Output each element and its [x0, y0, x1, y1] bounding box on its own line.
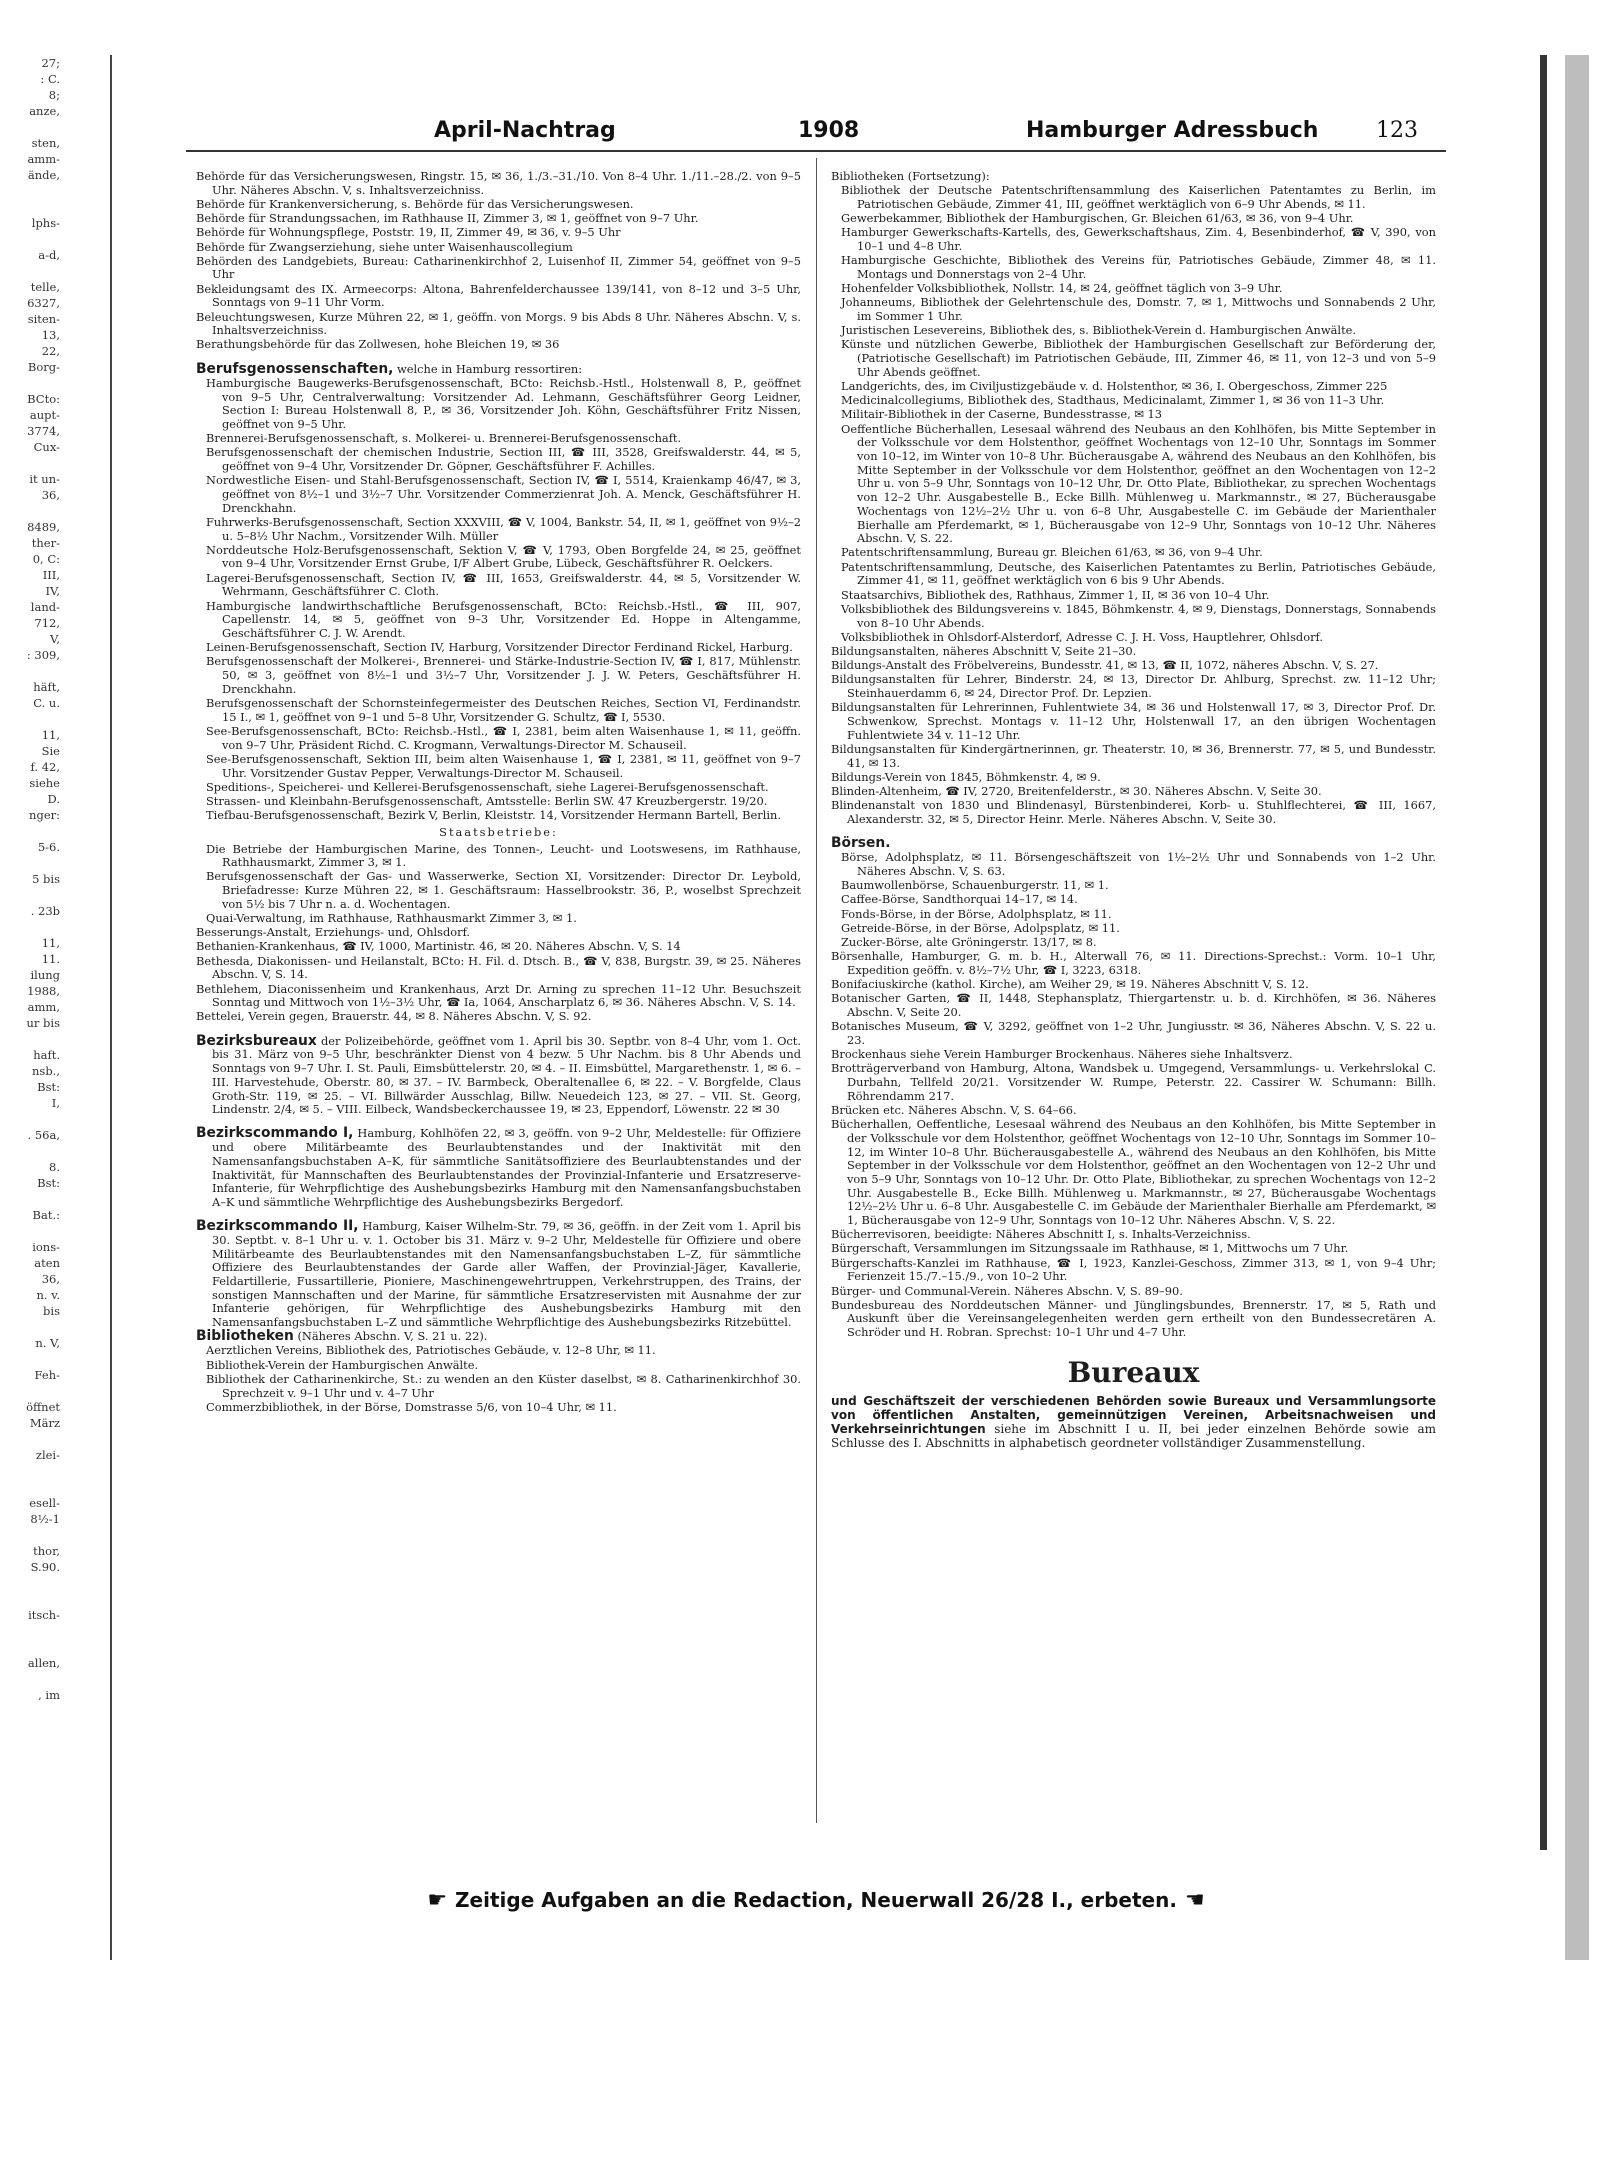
b-entries-list [196, 926, 801, 1024]
entry: Bücherhallen, Oeffentliche, Lesesaal während des Neubaus an den Kohlhöfen, bis Mitte September in der Volksschule vor dem Holstenthor, geöffnet Wochentags von 12–10 Uhr, Sonntags im Sommer 10–12, im Winter 10–8 Uhr. Bücherausgabestelle A., während des Neubaus an den Kohlhöfen, bis Mitte September in der Volksschule vor dem Holstenthor, geöffnet an den Wochentagen von 12–2 Uhr und von 5–9 Uhr, Sonntags von 10–12 Uhr. Dr. Otto Plate, Bibliothekar, zu sprechen Wochentags von 12–2 Uhr. Ausgabestelle B., Ecke Billh. Mühlenweg u. Markmannstr., ✉ 27, Bücherausgabe Wochentags 12½–2½ Uhr u. 6–8 Uhr. Ausgabestelle C. im Gebäude der Marienthaler Bierhalle am Pferdemarkt, ✉ 1, Bücherausgabe von 12–9 Uhr, Sonntags von 10–12 Uhr. Näheres Abschn. V, S. 22. [831, 1117, 1436, 1228]
entry: Hohenfelder Volksbibliothek, Nollstr. 14, ✉ 24, geöffnet täglich von 3–9 Uhr. [841, 281, 1283, 296]
edge-fragment: 0, C: [32, 552, 60, 566]
entry: Hamburgische Baugewerks-Berufsgenossenschaft, BCto: Reichsb.-Hstl., Holstenwall 8, P., geöffnet von 9–5 Uhr, Centralverwaltung: Vorsitzender Ad. Lehmann, Geschäftsführer Georg Leidner, Section I: Bureau Holstenwall 8, P., ✉ 36, Vorsitzender Joh. Köhn, Geschäftsführer Fritz Nissen, geöffnet von 9–5 Uhr. [206, 375, 801, 431]
edge-fragment: zlei- [35, 1448, 60, 1462]
edge-fragment: aupt- [29, 408, 60, 422]
edge-fragment: 36, [41, 488, 60, 502]
edge-fragment: 5 bis [32, 872, 60, 886]
edge-fragment [0, 1591, 64, 1607]
entry: Caffee-Börse, Sandthorquai 14–17, ✉ 14. [841, 892, 1078, 907]
edge-fragment: C. u. [33, 696, 60, 710]
edge-fragment: siehe [29, 776, 60, 790]
entry: Baumwollenbörse, Schauenburgerstr. 11, ✉ 1. [841, 878, 1109, 893]
edge-fragment: III, [42, 568, 60, 582]
entry: Juristischen Lesevereins, Bibliothek des, s. Bibliothek-Verein d. Hamburgischen Anwälte. [841, 323, 1357, 338]
entry: Botanisches Museum, ☎ V, 3292, geöffnet von 1–2 Uhr, Jungiusstr. ✉ 36, Näheres Abschn. V, S. 22 u. 23. [831, 1019, 1436, 1047]
edge-fragment: Bat.: [32, 1208, 60, 1222]
edge-fragment: : 309, [26, 648, 60, 662]
edge-fragment [0, 1479, 64, 1495]
edge-fragment: sten, [31, 136, 60, 150]
entry: Hamburger Gewerkschafts-Kartells, des, Gewerkschaftshaus, Zim. 4, Besenbinderhof, ☎ V, 390, von 10–1 und 4–8 Uhr. [841, 225, 1436, 254]
entry: Fonds-Börse, in der Börse, Adolphsplatz, ✉ 11. [841, 906, 1112, 921]
header-rule [186, 150, 1446, 152]
edge-fragment [0, 711, 64, 727]
entry: Commerzbibliothek, in der Börse, Domstrasse 5/6, von 10–4 Uhr, ✉ 11. [206, 1399, 617, 1414]
entry: Die Betriebe der Hamburgischen Marine, des Tonnen-, Leucht- und Lootswesens, im Rathhause, Rathhausmarkt, Zimmer 3, ✉ 1. [206, 841, 801, 870]
bibliotheken-list [196, 1344, 801, 1414]
edge-fragment: 1988, [27, 984, 60, 998]
entry: Börse, Adolphsplatz, ✉ 11. Börsengeschäftszeit von 1½–2½ Uhr und Sonnabends von 1–2 Uhr. Näheres Abschn. V, S. 63. [841, 850, 1436, 878]
edge-fragment: häft, [33, 680, 60, 694]
entry: Bildungsanstalten, näheres Abschnitt V, Seite 21–30. [831, 643, 1137, 658]
directory-page [186, 118, 1446, 1878]
edge-fragment: . 23b [30, 904, 60, 918]
edge-fragment: it un- [29, 472, 60, 486]
berufsgenossenschaften-list [196, 377, 801, 823]
edge-fragment [0, 183, 64, 199]
page-number: 123 [1376, 118, 1418, 143]
entry: Oeffentliche Bücherhallen, Lesesaal während des Neubaus an den Kohlhöfen, bis Mitte September in der Volksschule vor dem Holstenthor, geöffnet Wochentags von 12–10 Uhr, Sonntags im Sommer von 10–12, im Winter von 10–8 Uhr. Bücherausgabe A, während des Neubaus an den Kohlhöfen, bis Mitte September in der Volksschule vor dem Holstenthor, geöffnet an den Wochentagen von 12–2 Uhr u. von 5–9 Uhr, Sonntags von 10–12 Uhr, Dr. Otto Plate, Bibliothekar, zu sprechen Wochentags von 12–2 Uhr. Ausgabestelle B., Ecke Billh. Mühlenweg u. Markmannstr., ✉ 27, Bücherausgabe Wochentags von 12½–2½ Uhr u. von 6–8 Uhr, Ausgabestelle C. im Gebäude der Marienthaler Bierhalle am Pferdemarkt, ✉ 1, Bücherausgabe von 12–9 Uhr, Sonntags von 10–12 Uhr. Näheres Abschn. V, S. 22. [841, 421, 1436, 546]
adjacent-page-edge [0, 55, 64, 1855]
edge-fragment [0, 1671, 64, 1687]
header-book-title: Hamburger Adressbuch [1026, 118, 1319, 143]
edge-fragment: 36, [41, 1272, 60, 1286]
entry: Staatsarchivs, Bibliothek des, Rathhaus, Zimmer 1, II, ✉ 36 von 10–4 Uhr. [841, 587, 1270, 602]
entry: Lagerei-Berufsgenossenschaft, Section IV, ☎ III, 1653, Greifswalderstr. 44, ✉ 5, Vorsitzender W. Wehrmann, Geschäftsführer C. Cloth. [206, 570, 801, 599]
entry: Bildungsanstalten für Kindergärtnerinnen, gr. Theaterstr. 10, ✉ 36, Brennerstr. 77, ✉ 5, und Bundesstr. 41, ✉ 13. [831, 741, 1436, 770]
behoerden-list [196, 170, 801, 352]
entry: Zucker-Börse, alte Gröningerstr. 13/17, ✉ 8. [841, 934, 1097, 949]
entry: Bekleidungsamt des IX. Armeecorps: Altona, Bahrenfelderchaussee 139/141, von 8–12 und 3–5 Uhr, Sonntags von 9–11 Uhr Vorm. [196, 281, 801, 310]
right-column [831, 170, 1436, 1450]
entry: Behörde für Wohnungspflege, Poststr. 19, II, Zimmer 49, ✉ 36, v. 9–5 Uhr [196, 225, 621, 240]
pointing-hand-left-icon: ☚ [1184, 1888, 1205, 1913]
edge-fragment: 11, [41, 728, 60, 742]
edge-fragment: lphs- [31, 216, 60, 230]
entry: Fuhrwerks-Berufsgenossenschaft, Section XXXVIII, ☎ V, 1004, Bankstr. 54, II, ✉ 1, geöffnet von 9½–2 u. 5–8½ Uhr Nachm., Vorsitzender Wilh. Müller [206, 514, 801, 543]
edge-fragment: 8. [49, 1160, 60, 1174]
edge-fragment: haft. [33, 1048, 60, 1062]
entry: Volksbibliothek in Ohlsdorf-Alsterdorf, Adresse C. J. H. Voss, Hauptlehrer, Ohlsdorf. [841, 629, 1323, 644]
entry: Bürgerschafts-Kanzlei im Rathhause, ☎ I, 1923, Kanzlei-Geschoss, Zimmer 313, ✉ 1, von 9–4 Uhr; Ferienzeit 15./7.–15./9., von 10–2 Uhr. [831, 1255, 1436, 1284]
edge-fragment [0, 1431, 64, 1447]
edge-fragment: IV, [45, 584, 60, 598]
edge-fragment: Sie [41, 744, 60, 758]
edge-fragment [0, 1111, 64, 1127]
edge-fragment: itsch- [28, 1608, 60, 1622]
edge-fragment: n. v. [36, 1288, 60, 1302]
left-column [196, 170, 801, 1415]
edge-fragment [0, 1191, 64, 1207]
edge-fragment: land- [30, 600, 60, 614]
edge-fragment: nger: [29, 808, 60, 822]
bibliotheken-continued-heading: Bibliotheken (Fortsetzung): [831, 169, 990, 183]
page-fold-shadow [110, 55, 112, 1960]
entry: Berufsgenossenschaft der Schornsteinfegermeister des Deutschen Reiches, Section VI, Ferdinandstr. 15 I., ✉ 1, geöffnet von 9–1 und 5–8 Uhr, Vorsitzender G. Schultz, ☎ I, 5530. [206, 696, 801, 724]
edge-fragment [0, 663, 64, 679]
edge-fragment: Bst: [37, 1176, 60, 1190]
edge-fragment [0, 1319, 64, 1335]
entry: Behörden des Landgebiets, Bureau: Catharinenkirchhof 2, Luisenhof II, Zimmer 54, geöffnet von 9–5 Uhr [196, 253, 801, 282]
edge-fragment: Feh- [34, 1368, 60, 1382]
bezirksbureaux-entry: Bezirksbureaux der Polizeibehörde, geöffnet vom 1. April bis 30. Septbr. von 8–4 Uhr, vom 1. Oct. bis 31. März von 9–5 Uhr, beschränkter Dienst von 4 bezw. 5 Uhr Nachm. bis 8 Uhr Abends und Sonntags von 9–7 Uhr. I. St. Pauli, Eimsbüttelerstr. 20, ✉ 4. – II. Eimsbüttel, Margarethenstr. 1, ✉ 6. – III. Harvestehude, Oberstr. 80, ✉ 37. – IV. Barmbeck, Oberaltenallee 6, ✉ 22. – V. Borgfelde, Claus Groth-Str. 119, ✉ 25. – VI. Billwärder Ausschlag, Billw. Neuedeich 123, ✉ 27. – VII. St. Georg, Lindenstr. 2/4, ✉ 5. – VIII. Eilbeck, Wandsbeckerchaussee 19, ✉ 23, Eppendorf, Löwenstr. 22 ✉ 30 [196, 1032, 801, 1117]
entry: Brennerei-Berufsgenossenschaft, s. Molkerei- u. Brennerei-Berufsgenossenschaft. [206, 431, 682, 446]
page-footer [186, 1888, 1446, 1913]
entry: Bethlehem, Diaconissenheim und Krankenhaus, Arzt Dr. Arning zu sprechen 11–12 Uhr. Besuchszeit Sonntag und Mittwoch von 1½–3½ Uhr, ☎ Ia, 1064, Anscharplatz 6, ✉ 36. Näheres Abschn. V, S. 14. [196, 981, 801, 1010]
entry: Behörde für das Versicherungswesen, Ringstr. 15, ✉ 36, 1./3.–31./10. Von 8–4 Uhr. 1./11.–28./2. von 9–5 Uhr. Näheres Abschn. V, s. Inhaltsverzeichniss. [196, 169, 801, 197]
edge-fragment: 22, [41, 344, 60, 358]
edge-fragment: allen, [27, 1656, 60, 1670]
entry: Bettelei, Verein gegen, Brauerstr. 44, ✉ 8. Näheres Abschn. V, S. 92. [196, 1009, 592, 1024]
entry: Botanischer Garten, ☎ II, 1448, Stephansplatz, Thiergartenstr. u. b. d. Kirchhöfen, ✉ 36. Näheres Abschn. V, Seite 20. [831, 991, 1436, 1019]
entry: See-Berufsgenossenschaft, BCto: Reichsb.-Hstl., ☎ I, 2381, beim alten Waisenhause 1, ✉ 11, geöffn. von 9–7 Uhr, Präsident Richd. C. Krogmann, Verwaltungs-Director M. Schauseil. [206, 723, 801, 752]
header-section-title: April-Nachtrag [434, 118, 616, 143]
edge-fragment: 11, [41, 936, 60, 950]
entry: Beleuchtungswesen, Kurze Mühren 22, ✉ 1, geöffn. von Morgs. 9 bis Abds 8 Uhr. Näheres Abschn. V, s. Inhaltsverzeichniss. [196, 309, 801, 338]
entry: Hamburgische landwirthschaftliche Berufsgenossenschaft, BCto: Reichsb.-Hstl., ☎ III, 907, Capellenstr. 14, ✉ 5, geöffnet von 9–3 Uhr, Vorsitzender Ed. Hoppe in Altengamme, Geschäftsführer C. J. W. Arendt. [206, 598, 801, 640]
entry: Norddeutsche Holz-Berufsgenossenschaft, Sektion V, ☎ V, 1793, Oben Borgfelde 24, ✉ 25, geöffnet von 9–4 Uhr, Vorsitzender Ernst Grube, I/F Albert Grube, Lübeck, Geschäftsführer R. Oelckers. [206, 542, 801, 571]
entry: Tiefbau-Berufsgenossenschaft, Bezirk V, Berlin, Kleiststr. 14, Vorsitzender Hermann Bartell, Berlin. [206, 808, 781, 823]
edge-fragment: 8½-1 [30, 1512, 60, 1526]
edge-fragment [0, 263, 64, 279]
bibliotheken-continued-list [831, 184, 1436, 644]
footer-notice: Zeitige Aufgaben an die Redaction, Neuerwall 26/28 I., erbeten. [455, 1888, 1177, 1912]
entry: Hamburgische Geschichte, Bibliothek des Vereins für, Patriotisches Gebäude, Zimmer 48, ✉ 11. Montags und Donnerstags von 2–4 Uhr. [841, 253, 1436, 281]
edge-fragment [0, 199, 64, 215]
entry: Bürger- und Communal-Verein. Näheres Abschn. V, S. 89–90. [831, 1283, 1183, 1298]
edge-fragment: nsb., [32, 1064, 60, 1078]
entry: Johanneums, Bibliothek der Gelehrtenschule des, Domstr. 7, ✉ 1, Mittwochs und Sonnabends 2 Uhr, im Sommer 1 Uhr. [841, 295, 1436, 324]
edge-fragment: D. [47, 792, 60, 806]
staatsbetriebe-list [196, 843, 801, 926]
entry: Behörde für Strandungssachen, im Rathhause II, Zimmer 3, ✉ 1, geöffnet von 9–7 Uhr. [196, 211, 699, 226]
entry: Getreide-Börse, in der Börse, Adolpsplatz, ✉ 11. [841, 920, 1120, 935]
entry: Besserungs-Anstalt, Erziehungs- und, Ohlsdorf. [196, 925, 471, 940]
entry: Aerztlichen Vereins, Bibliothek des, Patriotisches Gebäude, v. 12–8 Uhr, ✉ 11. [206, 1343, 656, 1358]
entry: Bildungs-Verein von 1845, Böhmkenstr. 4, ✉ 9. [831, 769, 1101, 784]
entry: Militair-Bibliothek in der Caserne, Bundesstrasse, ✉ 13 [841, 407, 1162, 422]
edge-fragment: thor, [33, 1544, 60, 1558]
entry: Strassen- und Kleinbahn-Berufsgenossenschaft, Amtsstelle: Berlin SW. 47 Kreuzbergerstr. 19/20. [206, 793, 768, 808]
entry: Bonifaciuskirche (kathol. Kirche), am Weiher 29, ✉ 19. Näheres Abschnitt V, S. 12. [831, 977, 1309, 992]
edge-fragment: 13, [41, 328, 60, 342]
edge-fragment: telle, [30, 280, 60, 294]
entry: Brücken etc. Näheres Abschn. V, S. 64–66. [831, 1102, 1077, 1117]
edge-fragment: : C. [40, 72, 60, 86]
edge-fragment [0, 855, 64, 871]
edge-fragment [0, 1223, 64, 1239]
edge-fragment: bis [43, 1304, 60, 1318]
entry: Patentschriftensammlung, Deutsche, des Kaiserlichen Patentamtes zu Berlin, Patriotisches Gebäude, Zimmer 41, ✉ 11, geöffnet werktäglich von 6 bis 9 Uhr Abends. [841, 559, 1436, 588]
edge-fragment: . 56a, [27, 1128, 60, 1142]
entry: Patentschriftensammlung, Bureau gr. Bleichen 61/63, ✉ 36, von 9–4 Uhr. [841, 545, 1263, 560]
edge-fragment [0, 231, 64, 247]
edge-fragment: a-d, [38, 248, 60, 262]
entry: Bibliothek-Verein der Hamburgischen Anwälte. [206, 1357, 479, 1372]
pointing-hand-right-icon: ☛ [427, 1888, 448, 1913]
entry: Berufsgenossenschaft der chemischen Industrie, Section III, ☎ III, 3528, Greifswalderstr. 44, ✉ 5, geöffnet von 9–4 Uhr, Vorsitzender Dr. Göpner, Geschäftsführer F. Achilles. [206, 445, 801, 474]
edge-fragment: öffnet [26, 1400, 60, 1414]
entry: Brotträgerverband von Hamburg, Altona, Wandsbek u. Umgegend, Versammlungs- u. Verkehrslokal C. Durbahn, Tellfeld 20/21. Vorsitzender W. Rumpe, Peterstr. 22. Cassirer W. Schumann: Billh. Röhrendamm 217. [831, 1061, 1436, 1103]
edge-fragment: V, [50, 632, 60, 646]
staatsbetriebe-heading: Staatsbetriebe: [439, 824, 558, 839]
edge-fragment: 8489, [27, 520, 60, 534]
page-right-border [1540, 55, 1547, 1850]
column-divider [816, 158, 817, 1823]
entry: Berufsgenossenschaft der Molkerei-, Brennerei- und Stärke-Industrie-Section IV, ☎ I, 817, Mühlenstr. 50, ✉ 3, geöffnet von 8½–1 und 3½–7 Uhr, Vorsitzender J. J. W. Peters, Geschäftsführer H. Drenckhahn. [206, 654, 801, 696]
entry: Bürgerschaft, Versammlungen im Sitzungssaale im Rathhause, ✉ 1, Mittwochs um 7 Uhr. [831, 1241, 1349, 1256]
edge-fragment [0, 1463, 64, 1479]
edge-fragment [0, 119, 64, 135]
entry: Leinen-Berufsgenossenschaft, Section IV, Harburg, Vorsitzender Director Ferdinand Rickel, Harburg. [206, 640, 793, 655]
entry: Medicinalcollegiums, Bibliothek des, Stadthaus, Medicinalamt, Zimmer 1, ✉ 36 von 11–3 Uhr. [841, 393, 1385, 408]
edge-fragment [0, 1623, 64, 1639]
entry: Behörde für Zwangserziehung, siehe unter Waisenhauscollegium [196, 239, 573, 254]
bureaux-note: und Geschäftszeit der verschiedenen Behörden sowie Bureaux und Versammlungsorte von öffentlichen Anstalten, gemeinnützigen Vereinen, Arbeitsnachweisen und Verkehrseinrichtungen siehe im Abschnitt I u. II, bei jeder einzelnen Behörde sowie am Schlusse des I. Abschnitts in alphabetisch geordneter vollständiger Zusammenstellung. [831, 1393, 1436, 1450]
edge-fragment: ther- [31, 536, 60, 550]
edge-fragment: amm- [27, 152, 60, 166]
edge-fragment [0, 1351, 64, 1367]
edge-fragment [0, 1575, 64, 1591]
b2-entries-list [831, 950, 1436, 1340]
edge-fragment: 27; [41, 56, 60, 70]
page-header [186, 118, 1446, 146]
edge-fragment [0, 1383, 64, 1399]
edge-fragment: I, [51, 1096, 60, 1110]
edge-fragment [0, 919, 64, 935]
edge-fragment [0, 375, 64, 391]
entry: Bethesda, Diakonissen- und Heilanstalt, BCto: H. Fil. d. Dtsch. B., ☎ V, 838, Burgstr. 39, ✉ 25. Näheres Abschn. V, S. 14. [196, 953, 801, 982]
edge-fragment: 712, [34, 616, 60, 630]
entry: Gewerbekammer, Bibliothek der Hamburgischen, Gr. Bleichen 61/63, ✉ 36, von 9–4 Uhr. [841, 211, 1354, 226]
edge-fragment: f. 42, [30, 760, 60, 774]
bezirkscommando-1-entry: Bezirkscommando I, Hamburg, Kohlhöfen 22, ✉ 3, geöffn. von 9–2 Uhr, Meldestelle: für Offiziere und obere Militärbeamte des Beurlaubtenstandes und der Inaktivität mit den Namensanfangsbuchstaben A–K, für sämmtliche Sanitätsoffiziere des Beurlaubtenstandes und der Inaktivität, für Mannschaften des Beurlaubtenstandes der Provinzial-Infanterie und Ersatzreserve-Infanterie, für Wehrpflichtige des Aushebungsbezirks Hamburg mit den Namensanfangsbuchstaben A–K und sämmtliche Wehrpflichtige des Aushebungsbezirks Bergedorf. [196, 1125, 801, 1209]
edge-fragment: 11. [41, 952, 60, 966]
berufsgenossenschaften-heading: Berufsgenossenschaften, welche in Hamburg ressortiren: [196, 360, 583, 377]
edge-fragment: 3774, [27, 424, 60, 438]
entry: Behörde für Krankenversicherung, s. Behörde für das Versicherungswesen. [196, 196, 634, 211]
edge-fragment [0, 455, 64, 471]
entry: Berufsgenossenschaft der Gas- und Wasserwerke, Section XI, Vorsitzender: Director Dr. Leybold, Briefadresse: Kurze Mühren 22, ✉ 1. Geschäftsraum: Hasselbrookstr. 36, P., woselbst Sprechzeit von 5½ bis 7 Uhr n. a. d. Wochentagen. [206, 869, 801, 911]
edge-fragment: amm, [27, 1000, 60, 1014]
entry: Bildungs-Anstalt des Fröbelvereins, Bundesstr. 41, ✉ 13, ☎ II, 1072, näheres Abschn. V, S. 27. [831, 658, 1379, 673]
bureaux-heading: Bureaux [1067, 1355, 1200, 1389]
entry: Brockenhaus siehe Verein Hamburger Brockenhaus. Näheres siehe Inhaltsverz. [831, 1047, 1293, 1062]
scan-right-margin [1565, 55, 1589, 1960]
bezirkscommando-2-entry: Bezirkscommando II, Hamburg, Kaiser Wilhelm-Str. 79, ✉ 36, geöffn. in der Zeit vom 1. April bis 30. Septbt. v. 8–1 Uhr u. v. 1. October bis 31. März v. 9–2 Uhr, Meldestelle für Offiziere und obere Militärbeamte des Beurlaubtenstandes mit den Namensanfangsbuchstaben L–Z, für sämmtliche Offiziere des Beurlaubtenstandes der Garde aller Waffen, der Provinzial-Jäger, Kavallerie, Feldartillerie, Fussartillerie, Pioniere, Maschinengewehrtruppen, Verkehrstruppen, des Trains, der sonstigen Mannschaften und der Marine, für sämmtliche Ersatzreservisten mit Ausnahme der zur Infanterie gehörigen, für Wehrpflichtige des Aushebungsbezirks Hamburg mit den Namensanfangsbuchstaben L–Z und sämmtliche Wehrpflichtige des Aushebungsbezirks Ritzebüttel. [196, 1218, 801, 1330]
edge-fragment: ur bis [26, 1016, 60, 1030]
entry: Volksbibliothek des Bildungsvereins v. 1845, Böhmkenstr. 4, ✉ 9, Dienstags, Donnerstags, Sonnabends von 8–10 Uhr Abends. [841, 601, 1436, 630]
entry: Bildungsanstalten für Lehrerinnen, Fuhlentwiete 34, ✉ 36 und Holstenwall 17, ✉ 3, Director Prof. Dr. Schwenkow, Sprechst. Montags v. 11–12 Uhr, Holstenwall 17, an den übrigen Wochentagen Fuhlentwiete 34 v. 11–12 Uhr. [831, 700, 1436, 742]
edge-fragment [0, 1639, 64, 1655]
edge-fragment [0, 1143, 64, 1159]
edge-fragment: 8; [48, 88, 60, 102]
bibliotheken-heading: Bibliotheken (Näheres Abschn. V, S. 21 u. 22). [196, 1328, 488, 1345]
edge-fragment: ilung [30, 968, 60, 982]
entry: Bundesbureau des Norddeutschen Männer- und Jünglingsbundes, Brennerstr. 17, ✉ 5, Rath und Auskunft über die Vereinsangelegenheiten werden gern ertheilt von den Bundessecretären A. Schröder und H. Robran. Sprechst: 10–1 Uhr und 4–7 Uhr. [831, 1297, 1436, 1340]
edge-fragment [0, 1031, 64, 1047]
edge-fragment: S.90. [30, 1560, 60, 1574]
edge-fragment: siten- [27, 312, 60, 326]
entry: Landgerichts, des, im Civiljustizgebäude v. d. Holstenthor, ✉ 36, I. Obergeschoss, Zimmer 225 [841, 379, 1388, 394]
edge-fragment: , im [38, 1688, 60, 1702]
edge-fragment [0, 823, 64, 839]
header-year: 1908 [798, 118, 860, 143]
entry: Nordwestliche Eisen- und Stahl-Berufsgenossenschaft, Section IV, ☎ I, 5514, Kraienkamp 46/47, ✉ 3, geöffnet von 8½–1 und 3½–7 Uhr. Vorsitzender Commerzienrat Joh. A. Menck, Geschäftsführer H. Drenckhahn. [206, 473, 801, 515]
entry: Blindenanstalt von 1830 und Blindenasyl, Bürstenbinderei, Korb- u. Stuhlflechterei, ☎ III, 1667, Alexanderstr. 32, ✉ 5, Director Heinr. Merle. Näheres Abschn. V, Seite 30. [831, 798, 1436, 826]
boersen-list [831, 851, 1436, 949]
entry: Berathungsbehörde für das Zollwesen, hohe Bleichen 19, ✉ 36 [196, 337, 560, 352]
entry: Bibliothek der Catharinenkirche, St.: zu wenden an den Küster daselbst, ✉ 8. Catharinenkirchhof 30. Sprechzeit v. 9–1 Uhr und v. 4–7 Uhr [206, 1371, 801, 1400]
entry: Bücherrevisoren, beeidigte: Näheres Abschnitt I, s. Inhalts-Verzeichniss. [831, 1227, 1251, 1242]
entry: Bethanien-Krankenhaus, ☎ IV, 1000, Martinistr. 46, ✉ 20. Näheres Abschn. V, S. 14 [196, 939, 681, 954]
edge-fragment [0, 1527, 64, 1543]
edge-fragment: anze, [29, 104, 60, 118]
entry: Bibliothek der Deutsche Patentschriftensammlung des Kaiserlichen Patentamtes zu Berlin, im Patriotischen Gebäude, Zimmer 41, III, geöffnet werktäglich von 6–9 Uhr Abends, ✉ 11. [841, 183, 1436, 211]
edge-fragment: n. V, [35, 1336, 60, 1350]
edge-fragment: aten [34, 1256, 60, 1270]
bildung-list [831, 645, 1436, 827]
edge-fragment: BCto: [27, 392, 60, 406]
edge-fragment: ände, [27, 168, 60, 182]
edge-fragment [0, 503, 64, 519]
entry: Speditions-, Speicherei- und Kellerei-Berufsgenossenschaft, siehe Lagerei-Berufsgenossenschaft. [206, 779, 769, 794]
edge-fragment: 5-6. [37, 840, 60, 854]
edge-fragment: März [29, 1416, 60, 1430]
entry: See-Berufsgenossenschaft, Sektion III, beim alten Waisenhause 1, ☎ I, 2381, ✉ 11, geöffnet von 9–7 Uhr. Vorsitzender Gustav Pepper, Verwaltungs-Director M. Schauseil. [206, 751, 801, 780]
entry: Quai-Verwaltung, im Rathhause, Rathhausmarkt Zimmer 3, ✉ 1. [206, 911, 577, 926]
entry: Künste und nützlichen Gewerbe, Bibliothek der Hamburgischen Gesellschaft zur Beförderung der, (Patriotische Gesellschaft) im Patriotischen Gebäude, III, Zimmer 46, ✉ 11, von 12–3 und von 5–9 Uhr Abends geöffnet. [841, 337, 1436, 379]
edge-fragment [0, 887, 64, 903]
edge-fragment: ions- [32, 1240, 60, 1254]
edge-fragment: Cux- [33, 440, 60, 454]
edge-fragment: 6327, [27, 296, 60, 310]
entry: Blinden-Altenheim, ☎ IV, 2720, Breitenfelderstr., ✉ 30. Näheres Abschn. V, Seite 30. [831, 783, 1322, 798]
boersen-heading: Börsen. [831, 835, 891, 852]
edge-fragment: esell- [29, 1496, 60, 1510]
edge-fragment: Borg- [27, 360, 60, 374]
edge-fragment: Bst: [37, 1080, 60, 1094]
entry: Bildungsanstalten für Lehrer, Binderstr. 24, ✉ 13, Director Dr. Ahlburg, Sprechst. zw. 11–12 Uhr; Steinhauerdamm 6, ✉ 24, Director Prof. Dr. Lepzien. [831, 672, 1436, 701]
entry: Börsenhalle, Hamburger, G. m. b. H., Alterwall 76, ✉ 11. Directions-Sprechst.: Vorm. 10–1 Uhr, Expedition geöffn. v. 8½–7½ Uhr, ☎ I, 3223, 6318. [831, 949, 1436, 977]
